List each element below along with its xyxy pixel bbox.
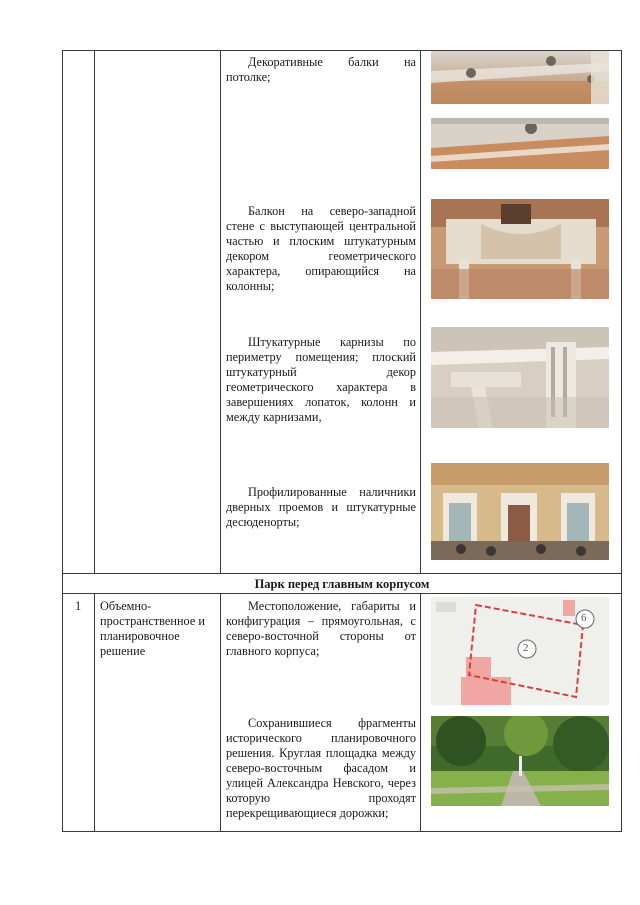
site-map xyxy=(431,597,609,705)
photo-ceiling-beams-2 xyxy=(431,118,609,169)
photo-cornices xyxy=(431,327,609,428)
desc-cornices: Штукатурные карнизы по периметру помещения; плоский штукатурный декор геометрического характера в завершениях лопаток, колонн и между карнизами, xyxy=(226,335,416,424)
col-border-right xyxy=(621,50,622,832)
section-title: Парк перед главным корпусом xyxy=(254,577,430,591)
photo-door-frames xyxy=(431,463,609,560)
photo-ceiling-beams-1 xyxy=(431,51,609,104)
col-border-left xyxy=(62,50,63,832)
table-bottom-border xyxy=(62,831,622,832)
desc-location: Местоположение, габариты и конфигурация – прямоугольная, с северо-восточной стороны от главного корпуса; xyxy=(226,599,416,658)
col-border-desc xyxy=(420,50,421,574)
photo-balcony xyxy=(431,199,609,299)
section-top-border xyxy=(62,573,622,574)
desc-balcony: Балкон на северо-западной стене с выступающей центральной частью и плоским штукатурным декором геометрического характера, опирающийся на колонны; xyxy=(226,204,416,293)
col-border-num-lower xyxy=(94,593,95,832)
desc-door-frames: Профилированные наличники дверных проемов и штукатурные десюденорты; xyxy=(226,485,416,529)
row-category: Объемно-пространственное и планировочное решение xyxy=(100,599,205,658)
map-label-2: 2 xyxy=(523,642,529,654)
row-number: 1 xyxy=(75,599,82,613)
col-border-category xyxy=(220,50,221,574)
desc-ceiling-beams: Декоративные балки на потолке; xyxy=(226,55,416,84)
map-label-6: 6 xyxy=(581,612,587,624)
col-border-num xyxy=(94,50,95,574)
desc-historic-layout: Сохранившиеся фрагменты исторического планировочного решения. Круглая площадка между северо-восточным фасадом и улицей Александра Невского, через которую проходят перекрещивающиеся дорожки; xyxy=(226,716,416,820)
photo-park xyxy=(431,716,609,806)
section-bottom-border xyxy=(62,593,622,594)
col-border-desc-lower xyxy=(420,593,421,832)
col-border-category-lower xyxy=(220,593,221,832)
